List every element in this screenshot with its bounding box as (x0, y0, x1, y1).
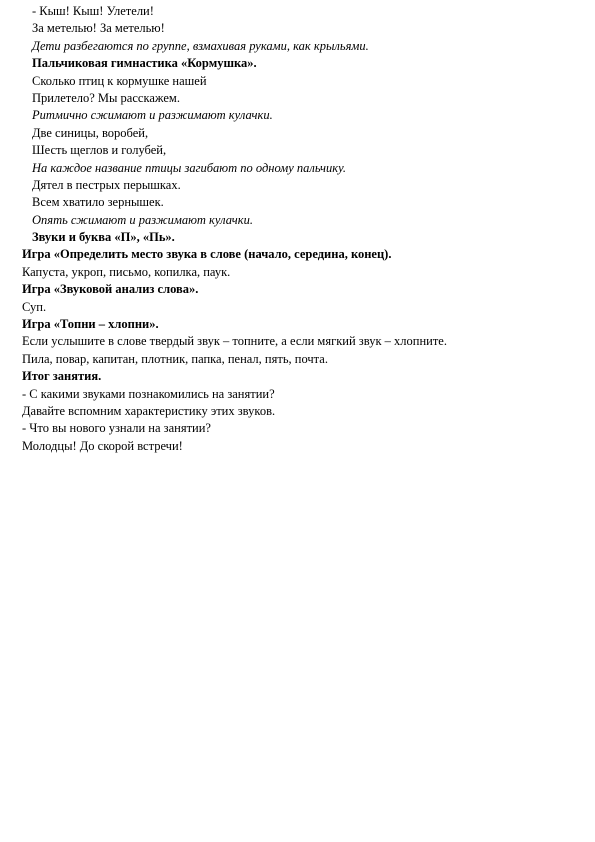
text-line: Прилетело? Мы расскажем. (32, 90, 180, 105)
stage-direction: На каждое название птицы загибают по одному пальчику. (32, 160, 346, 175)
text-line: - Что вы нового узнали на занятии? (22, 421, 211, 436)
document-body (22, 3, 582, 455)
section-heading: Игра «Топни – хлопни». (22, 317, 159, 332)
text-line: Две синицы, воробей, (32, 125, 149, 140)
text-line: Всем хватило зернышек. (32, 195, 164, 210)
text-line: Если услышите в слове твердый звук – топните, а если мягкий звук – хлопните. (22, 334, 447, 349)
text-line: Сколько птиц к кормушке нашей (32, 73, 207, 88)
section-heading: Пальчиковая гимнастика «Кормушка». (32, 56, 257, 71)
text-line: За метелью! За метелью! (32, 21, 165, 36)
section-heading: Звуки и буква «П», «Пь». (32, 230, 175, 245)
text-line: - Кыш! Кыш! Улетели! (32, 4, 154, 18)
section-heading: Игра «Звуковой анализ слова». (22, 282, 199, 297)
text-line: Пила, повар, капитан, плотник, папка, пенал, пять, почта. (22, 351, 328, 366)
text-line: Дятел в пестрых перышках. (32, 177, 181, 192)
text-line: - С какими звуками познакомились на занятии? (22, 386, 275, 401)
stage-direction: Дети разбегаются по группе, взмахивая руками, как крыльями. (32, 38, 369, 53)
section-heading: Итог занятия. (22, 369, 102, 384)
text-line: Суп. (22, 299, 47, 314)
text-line: Капуста, укроп, письмо, копилка, паук. (22, 264, 231, 279)
stage-direction: Опять сжимают и разжимают кулачки. (32, 212, 253, 227)
text-line: Молодцы! До скорой встречи! (22, 438, 183, 453)
text-line: Давайте вспомним характеристику этих звуков. (22, 403, 276, 418)
text-line: Шесть щеглов и голубей, (32, 143, 167, 158)
section-heading: Игра «Определить место звука в слове (начало, середина, конец). (22, 247, 392, 262)
stage-direction: Ритмично сжимают и разжимают кулачки. (32, 108, 273, 123)
